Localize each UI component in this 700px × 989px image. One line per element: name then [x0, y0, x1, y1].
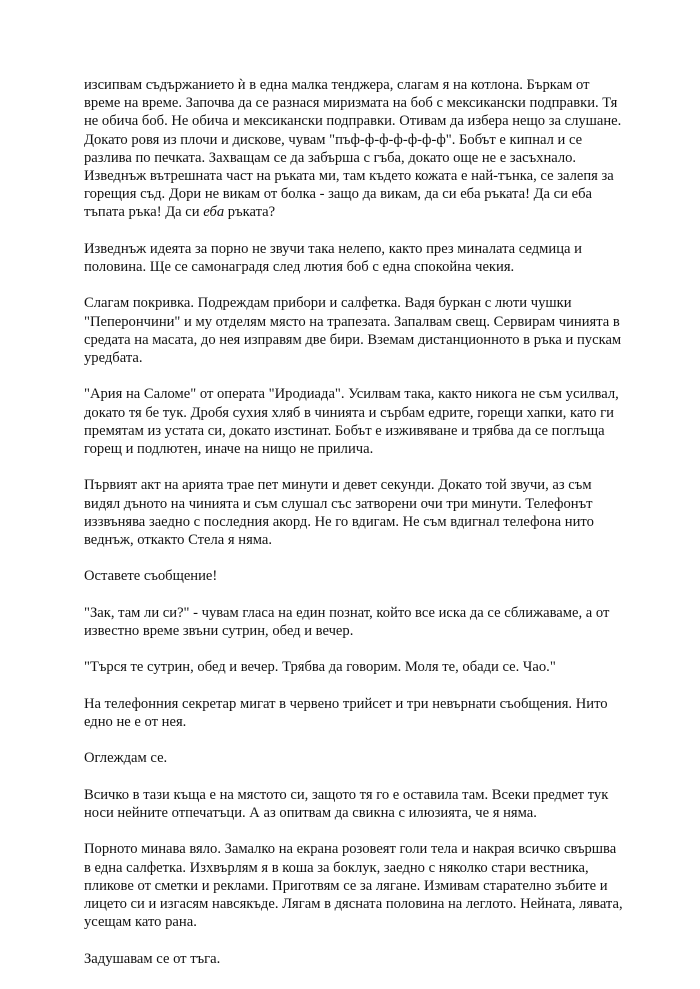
italic-text-segment: еба: [203, 204, 225, 221]
paragraph: [84, 695, 624, 731]
text-segment: Задушавам се от тъга.: [84, 950, 221, 967]
text-segment: изсипвам съдържанието ѝ в една малка тенджера, слагам я на котлона. Бъркам от време на време. Започва да се разнася миризмата на боб с мексикански подправки. Тя не обича боб. Не обича и мексикански подправки. Отивам да избера нещо за слушане. Докато ровя из плочи и дискове, чувам "пъф-ф-ф-ф-ф-ф-ф". Бобът е кипнал и се разлива по печката. Захващам се да забърша с гъба, докато още не е засъхнало. Изведнъж вътрешната част на ръката ми, там където кожата е най-тънка, се залепя за горещия съд. Дори не викам от болка - защо да викам, да си еба ръката! Да си еба тъпата ръка! Да си: [84, 77, 622, 221]
text-segment: Изведнъж идеята за порно не звучи така нелепо, както през миналата седмица и половина. Ще се самонаградя след лютия боб с една спокойна чекия.: [84, 240, 582, 276]
text-segment: "Търся те сутрин, обед и вечер. Трябва да говорим. Моля те, обади се. Чао.": [84, 659, 556, 676]
paragraph: [84, 240, 624, 276]
paragraph: [84, 76, 624, 222]
paragraph: [84, 385, 624, 458]
paragraph: [84, 604, 624, 640]
text-segment: Порното минава вяло. Замалко на екрана розовеят голи тела и накрая всичко свършва в една салфетка. Изхвърлям я в коша за боклук, заедно с няколко стари вестника, пликове от сметки и реклами. Приготвям се за лягане. Измивам старателно зъбите и лицето си и изгасям навсякъде. Лягам в дясната половина на леглото. Нейната, лявата, усещам като рана.: [84, 841, 623, 931]
paragraph: [84, 786, 624, 822]
paragraph: [84, 476, 624, 549]
paragraph: [84, 950, 624, 968]
text-segment: "Зак, там ли си?" - чувам гласа на един познат, който все иска да се сближаваме, а от известно време звъни сутрин, обед и вечер.: [84, 604, 610, 639]
text-segment: Всичко в тази къща е на мястото си, защото тя го е оставила там. Всеки предмет тук носи нейните отпечатъци. А аз опитвам да свикна с илюзията, че я няма.: [84, 786, 609, 821]
text-segment: "Ария на Саломе" от операта "Иродиада". Усилвам така, както никога не съм усилвал, докато тя бе тук. Дробя сухия хляб в чинията и сърбам едрите, горещи хапки, като ги премятам из устата си, докато изстинат. Бобът е изживяване и трябва да се поглъща горещ и подлютен, иначе на нищо не прилича.: [84, 386, 619, 458]
paragraph: [84, 840, 624, 931]
text-segment: Оставете съобщение!: [84, 568, 218, 585]
text-segment: Слагам покривка. Подреждам прибори и салфетка. Вадя буркан с люти чушки "Пеперончини" и му отделям място на трапезата. Запалвам свещ. Сервирам чинията в средата на масата, до нея изправям две бири. Вземам дистанционното в ръка и пускам уредбата.: [84, 295, 622, 367]
paragraph: [84, 658, 624, 676]
paragraph: [84, 294, 624, 367]
text-segment: ръката?: [224, 204, 276, 221]
text-segment: Оглеждам се.: [84, 750, 168, 767]
paragraph: [84, 749, 624, 767]
paragraph: [84, 567, 624, 585]
text-segment: Първият акт на арията трае пет минути и девет секунди. Докато той звучи, аз съм видял дъното на чинията и съм слушал със затворени очи три минути. Телефонът иззвънява заедно с последния акорд. Не го вдигам. Не съм вдигнал телефона нито веднъж, откакто Стела я няма.: [84, 477, 594, 549]
document-body: [84, 76, 624, 986]
text-segment: На телефонния секретар мигат в червено трийсет и три невърнати съобщения. Нито едно не е от нея.: [84, 695, 608, 730]
